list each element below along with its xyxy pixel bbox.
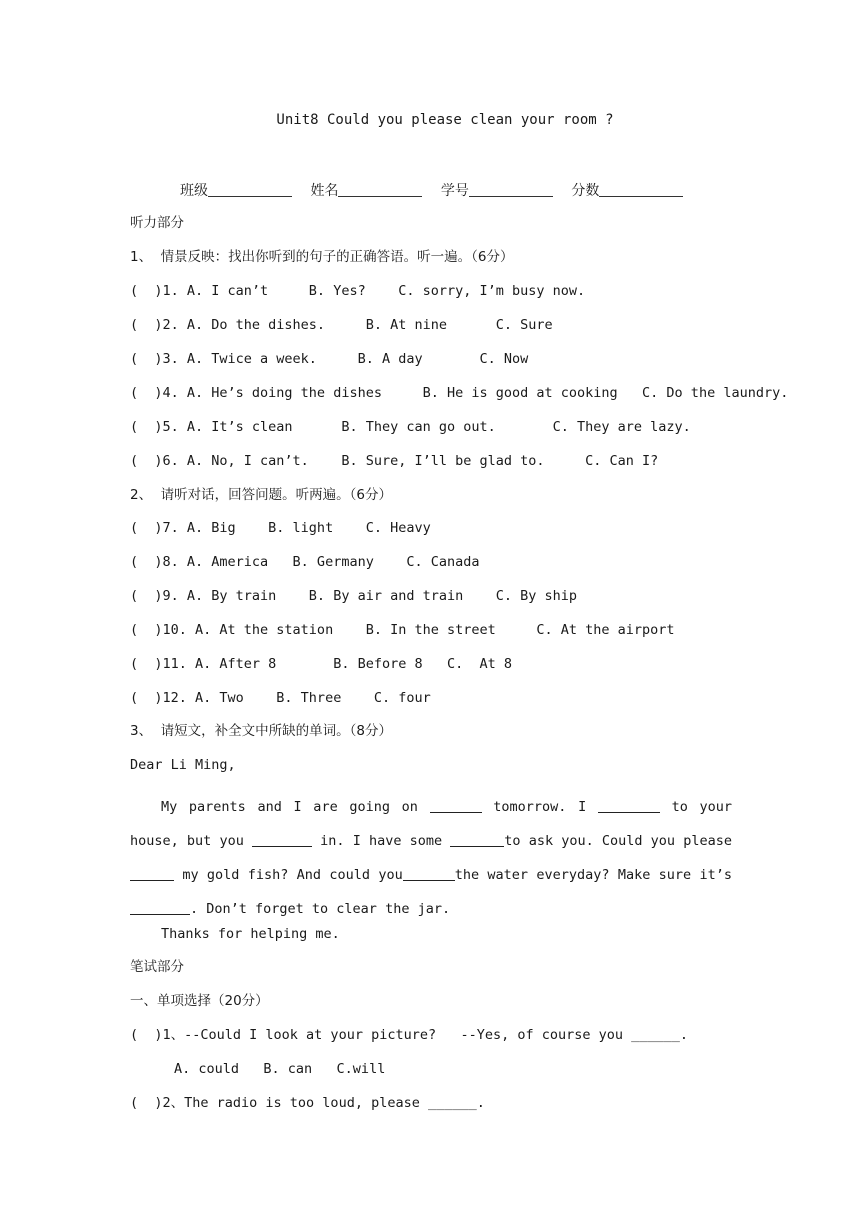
score-field <box>571 180 683 200</box>
listening-heading: 听力部分 <box>130 215 184 231</box>
name-blank[interactable] <box>338 182 422 197</box>
passage-text: my gold fish? And could you <box>182 867 403 883</box>
question-item: ( )9. A. By train B. By air and train C. By ship <box>130 588 578 604</box>
passage-text: to ask you. Could you please <box>504 833 732 849</box>
question-item: ( )3. A. Twice a week. B. A day C. Now <box>130 351 529 367</box>
cloze-blank-7[interactable] <box>130 901 190 915</box>
passage-text: . Don’t forget to clear the jar. <box>190 901 451 917</box>
page-title: Unit8 Could you please clean your room ? <box>276 112 614 128</box>
passage-text: in. I have some <box>320 833 443 849</box>
question-item: ( )2、The radio is too loud, please ______. <box>130 1095 485 1111</box>
class-field <box>180 180 292 200</box>
class-label: 班级 <box>180 183 208 199</box>
cloze-blank-4[interactable] <box>450 833 504 847</box>
question-options: A. could B. can C.will <box>174 1061 386 1077</box>
cloze-blank-3[interactable] <box>252 833 312 847</box>
question-item: ( )1、--Could I look at your picture? --Yes, of course you ______. <box>130 1027 689 1043</box>
question-item: ( )10. A. At the station B. In the street C. At the airport <box>130 622 675 638</box>
student-info-fields <box>180 180 697 200</box>
passage-text: tomorrow. I <box>493 799 587 815</box>
letter-thanks: Thanks for helping me. <box>161 926 340 942</box>
question-item: ( )5. A. It’s clean B. They can go out. C. They are lazy. <box>130 419 691 435</box>
passage-text: to your house, but you <box>130 799 732 849</box>
cloze-blank-6[interactable] <box>403 867 455 881</box>
passage-text: the water everyday? Make sure it’s <box>454 867 732 883</box>
name-field <box>310 180 422 200</box>
student-id-field <box>441 180 553 200</box>
question-item: ( )11. A. After 8 B. Before 8 C. At 8 <box>130 656 513 672</box>
section2-heading: 2、 请听对话，回答问题。听两遍。（6分） <box>130 487 393 503</box>
question-item: ( )8. A. America B. Germany C. Canada <box>130 554 480 570</box>
question-item: ( )4. A. He’s doing the dishes B. He is good at cooking C. Do the laundry. <box>130 385 789 401</box>
question-item: ( )12. A. Two B. Three C. four <box>130 690 431 706</box>
name-label: 姓名 <box>310 183 339 199</box>
question-item: ( )1. A. I can’t B. Yes? C. sorry, I’m busy now. <box>130 283 586 299</box>
letter-greeting: Dear Li Ming, <box>130 757 236 773</box>
cloze-blank-1[interactable] <box>430 799 482 813</box>
written-heading: 笔试部分 <box>130 959 184 975</box>
score-blank[interactable] <box>599 182 683 197</box>
score-label: 分数 <box>571 183 600 199</box>
student-id-label: 学号 <box>440 183 469 199</box>
cloze-blank-2[interactable] <box>598 799 660 813</box>
section1-heading: 1、 情景反映：找出你听到的句子的正确答语。听一遍。（6分） <box>130 249 514 265</box>
mc-heading: 一、单项选择（20分） <box>130 993 269 1009</box>
class-blank[interactable] <box>208 182 292 197</box>
question-item: ( )7. A. Big B. light C. Heavy <box>130 520 431 536</box>
section3-heading: 3、 请短文，补全文中所缺的单词。（8分） <box>130 723 393 739</box>
cloze-blank-5[interactable] <box>130 867 174 881</box>
cloze-passage <box>130 790 732 926</box>
question-item: ( )2. A. Do the dishes. B. At nine C. Sure <box>130 317 553 333</box>
student-id-blank[interactable] <box>469 182 553 197</box>
passage-text: My parents and I are going on <box>161 799 418 815</box>
question-item: ( )6. A. No, I can’t. B. Sure, I’ll be glad to. C. Can I? <box>130 453 659 469</box>
